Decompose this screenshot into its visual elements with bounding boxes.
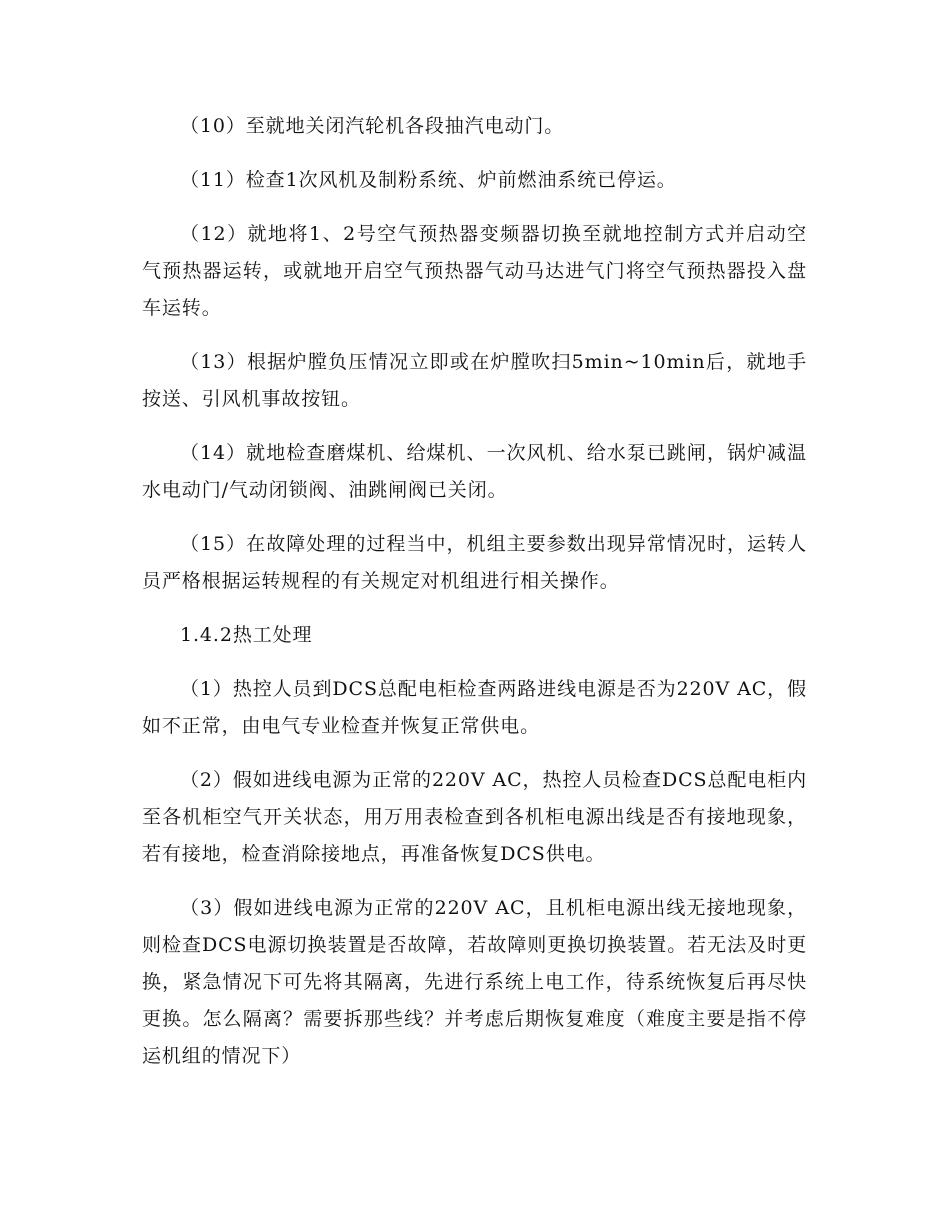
paragraph-item-14: （14）就地检查磨煤机、给煤机、一次风机、给水泵已跳闸，锅炉减温水电动门/气动闭锁阀、油跳闸阀已关闭。 — [142, 442, 807, 501]
paragraph-item-12: （12）就地将1、2号空气预热器变频器切换至就地控制方式并启动空气预热器运转，或就地开启空气预热器气动马达进气门将空气预热器投入盘车运转。 — [142, 223, 807, 319]
paragraph-thermal-1: （1）热控人员到DCS总配电柜检查两路进线电源是否为220V AC，假如不正常，由电气专业检查并恢复正常供电。 — [142, 678, 807, 737]
paragraph-thermal-2: （2）假如进线电源为正常的220V AC，热控人员检查DCS总配电柜内至各机柜空气开关状态，用万用表检查到各机柜电源出线是否有接地现象，若有接地，检查消除接地点，再准备恢复DCS供电。 — [142, 769, 807, 865]
document-body — [142, 108, 807, 1092]
paragraph-item-10: （10）至就地关闭汽轮机各段抽汽电动门。 — [180, 115, 565, 137]
section-heading: 1.4.2热工处理 — [180, 624, 313, 646]
paragraph-thermal-3: （3）假如进线电源为正常的220V AC，且机柜电源出线无接地现象，则检查DCS电源切换装置是否故障，若故障则更换切换装置。若无法及时更换，紧急情况下可先将其隔离，先进行系统上电工作，待系统恢复后再尽快更换。怎么隔离？需要拆那些线？并考虑后期恢复难度（难度主要是指不停运机组的情况下） — [142, 897, 807, 1067]
paragraph-item-13: （13）根据炉膛负压情况立即或在炉膛吹扫5min~10min后，就地手按送、引风机事故按钮。 — [142, 351, 807, 410]
paragraph-item-15: （15）在故障处理的过程当中，机组主要参数出现异常情况时，运转人员严格根据运转规程的有关规定对机组进行相关操作。 — [142, 533, 807, 592]
paragraph-item-11: （11）检查1次风机及制粉系统、炉前燃油系统已停运。 — [180, 169, 677, 191]
